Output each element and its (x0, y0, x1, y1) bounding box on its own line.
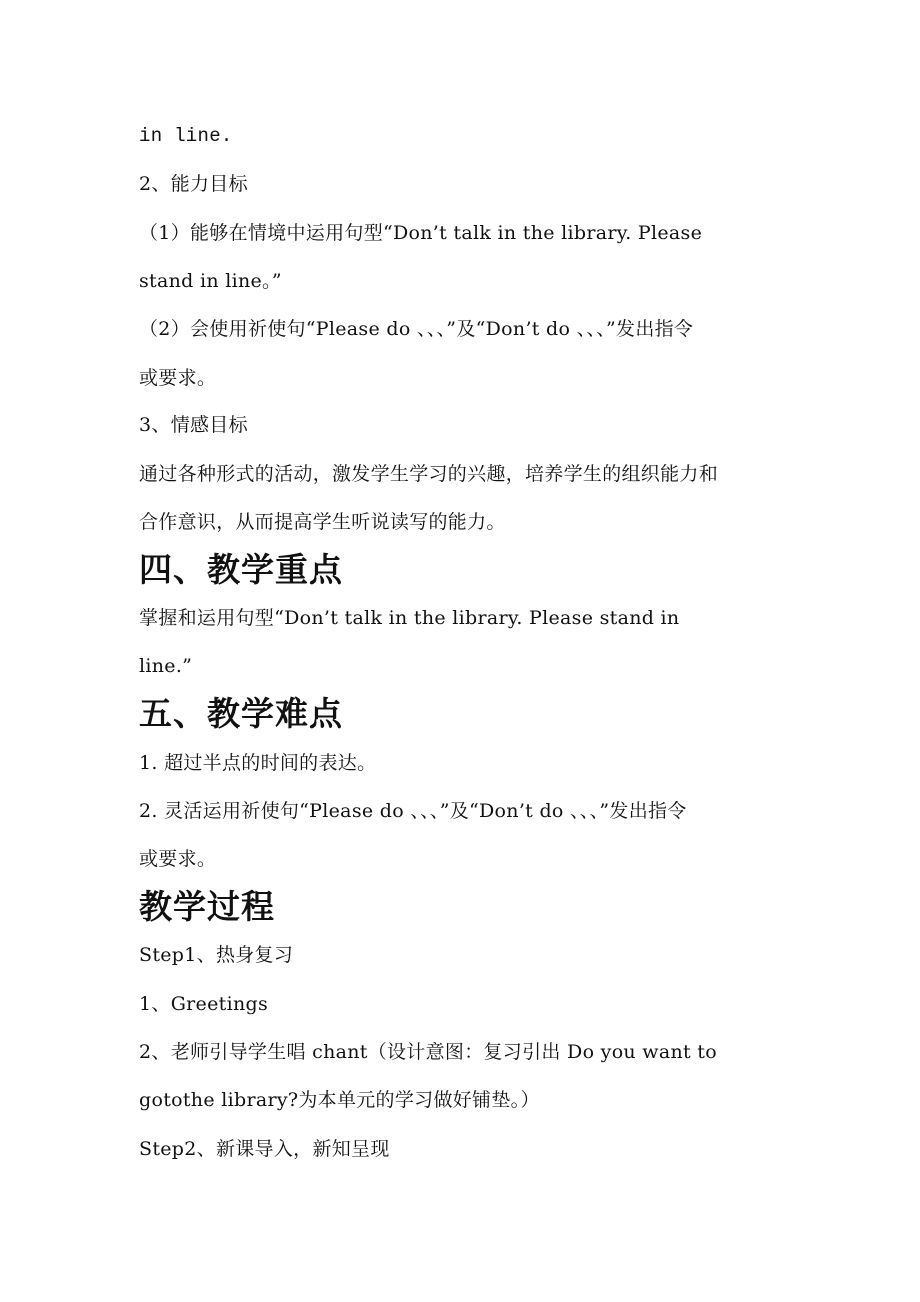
heading-teaching-process: 教学过程 (139, 887, 275, 926)
text-line: 通过各种形式的活动，激发学生学习的兴趣，培养学生的组织能力和 (139, 463, 719, 485)
text-line: stand in line。” (139, 270, 282, 292)
text-line: 1. 超过半点的时间的表达。 (139, 752, 377, 774)
text-line: line.” (139, 655, 193, 677)
heading-key-points: 四、教学重点 (139, 550, 343, 589)
section-subtitle-ability: 2、能力目标 (139, 173, 248, 195)
text-line: 或要求。 (139, 367, 217, 389)
step-title: Step1、热身复习 (139, 944, 294, 966)
text-line: （1）能够在情境中运用句型“Don’t talk in the library. Please (139, 222, 703, 244)
text-line: 1、Greetings (139, 993, 268, 1015)
text-line: 2、老师引导学生唱 chant（设计意图：复习引出 Do you want to (139, 1041, 717, 1063)
text-line: 掌握和运用句型“Don’t talk in the library. Please stand in (139, 607, 680, 629)
text-line: in line. (139, 125, 233, 147)
text-line: 合作意识，从而提高学生听说读写的能力。 (139, 511, 506, 533)
text-line: 2. 灵活运用祈使句“Please do 、、、”及“Don’t do 、、、”发出指令 (139, 800, 687, 822)
text-line: （2）会使用祈使句“Please do 、、、”及“Don’t do 、、、”发出指令 (139, 318, 694, 340)
section-subtitle-emotion: 3、情感目标 (139, 414, 248, 436)
step-title: Step2、新课导入，新知呈现 (139, 1138, 390, 1160)
text-line: gotothe library?为本单元的学习做好铺垫。） (139, 1089, 540, 1111)
heading-difficulties: 五、教学难点 (139, 694, 343, 733)
text-line: 或要求。 (139, 848, 217, 870)
